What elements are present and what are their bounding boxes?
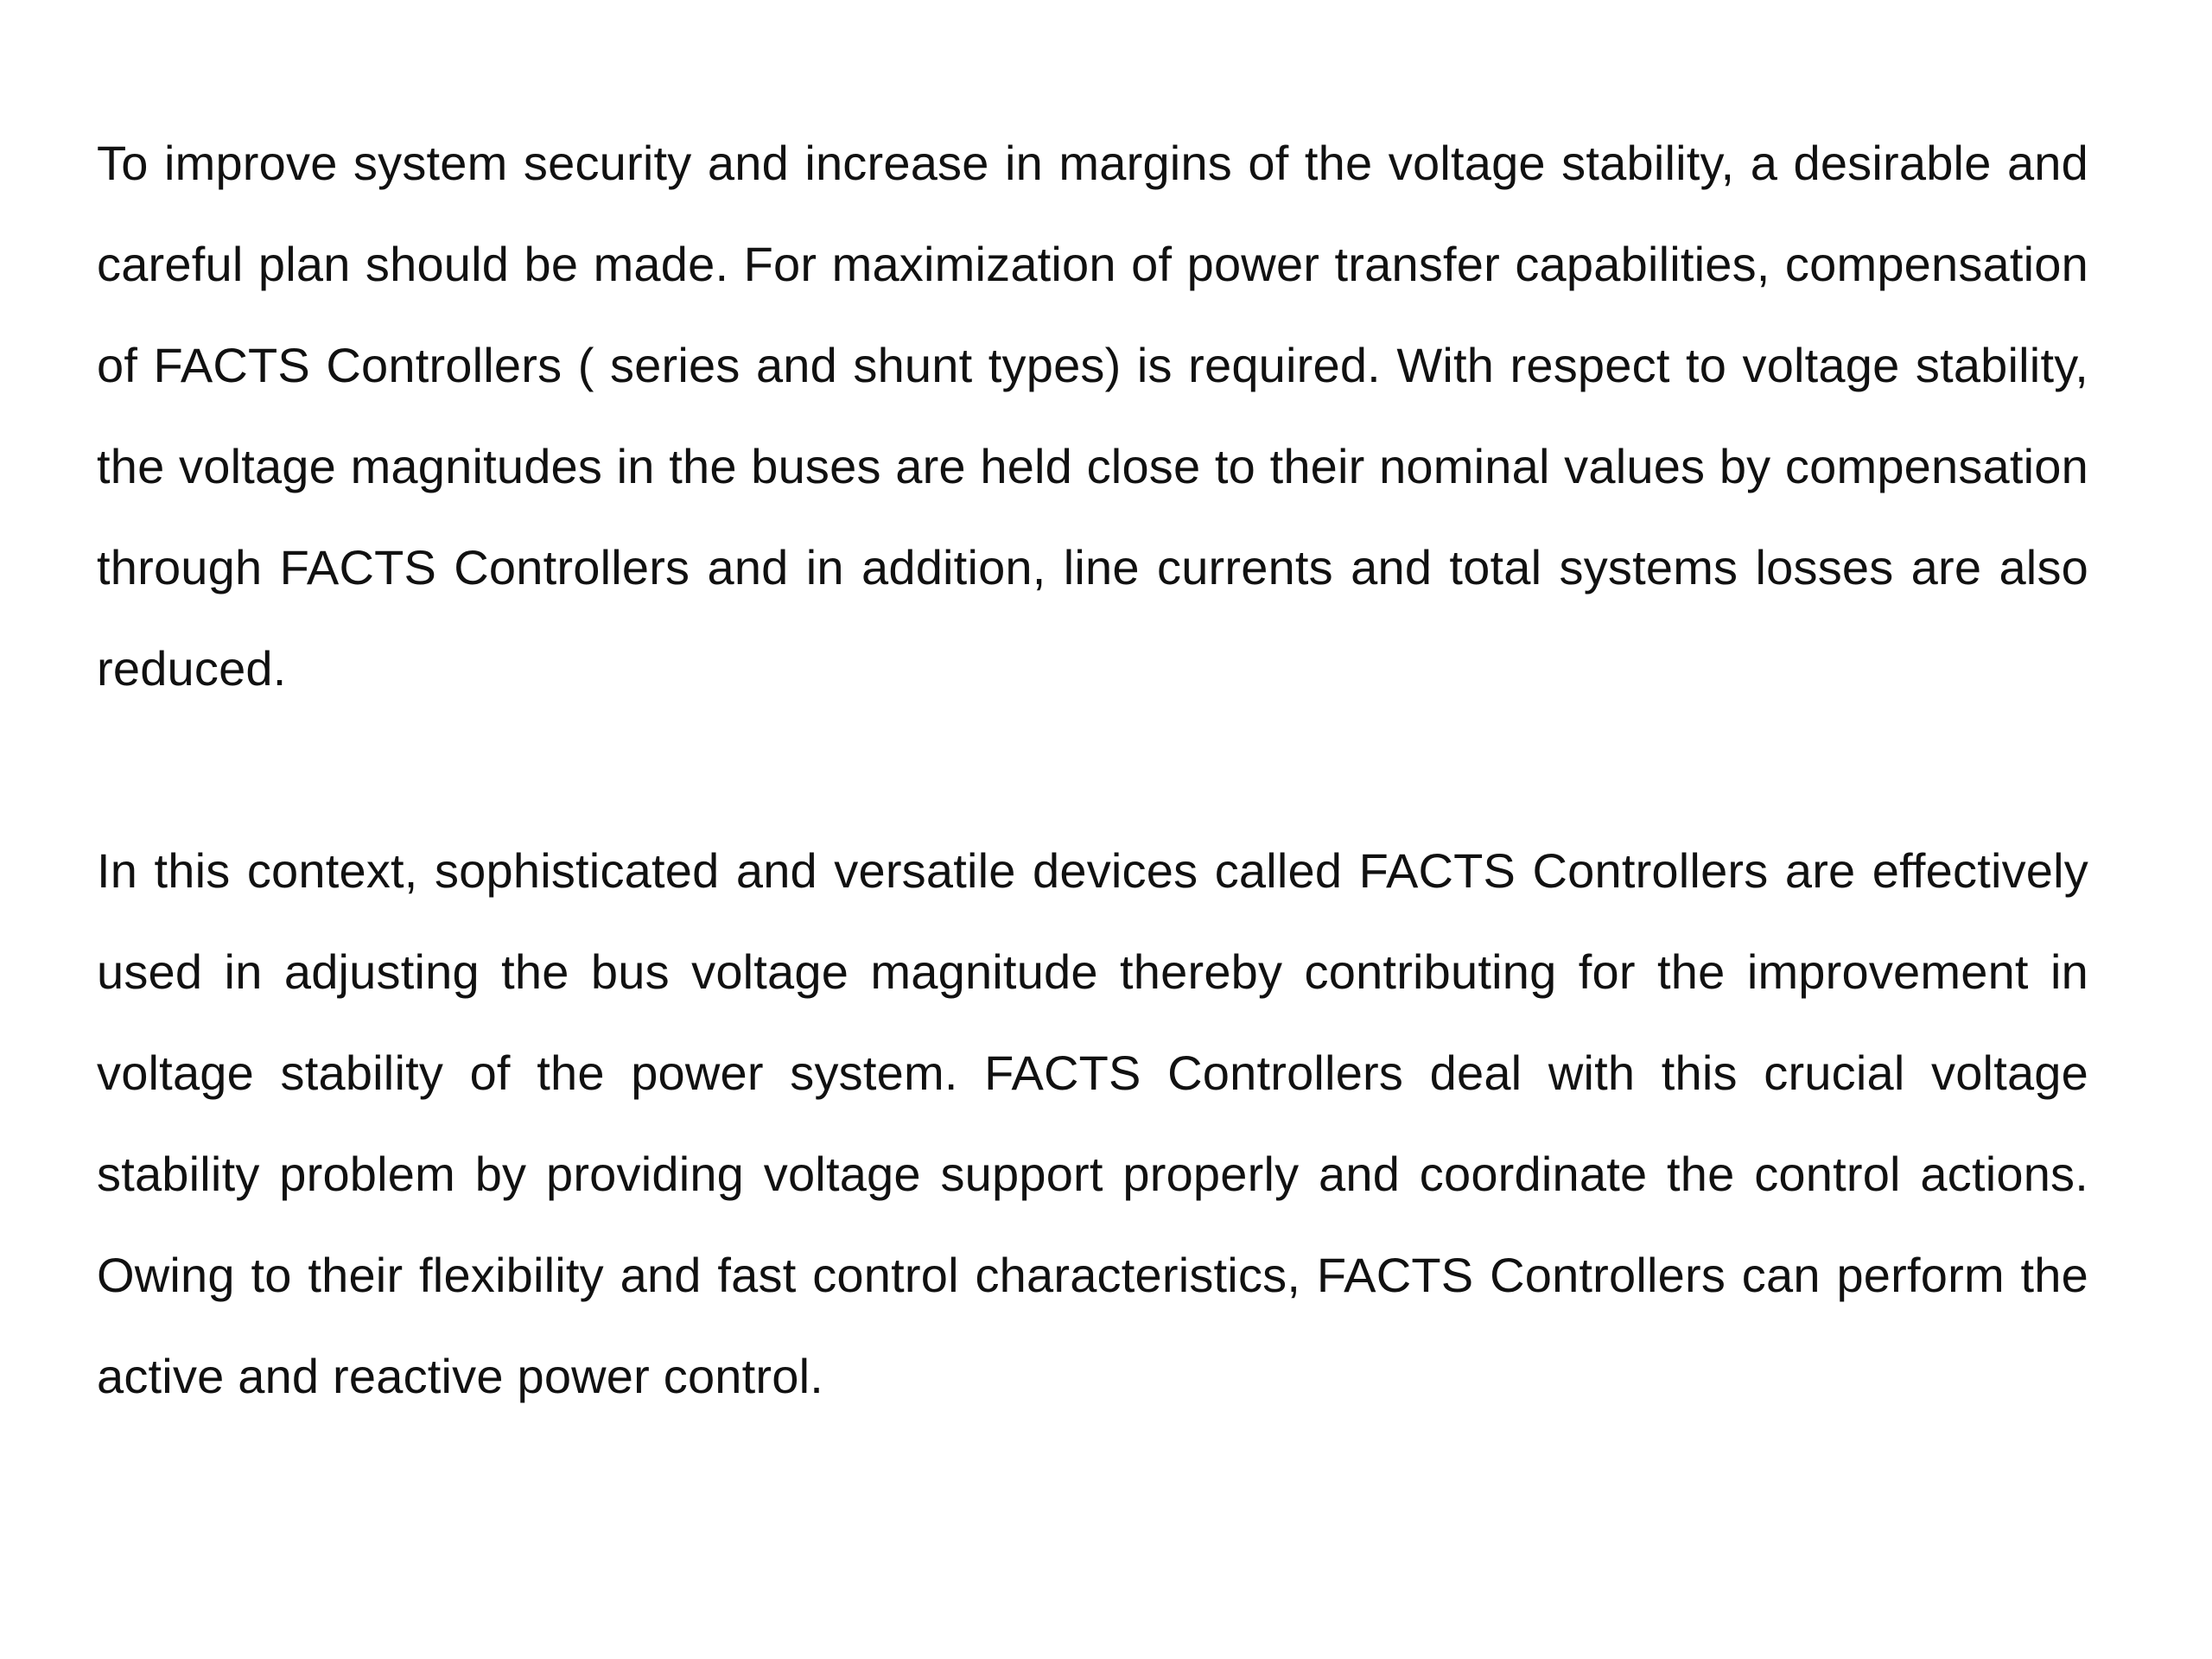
document-body [97,112,2088,1427]
paragraph-2: In this context, sophisticated and versatile devices called FACTS Controllers are effectively used in adjusting the bus voltage magnitude thereby contributing for the improvement in voltage stability of the power system. FACTS Controllers deal with this crucial voltage stability problem by providing voltage support properly and coordinate the control actions. Owing to their flexibility and fast control characteristics, FACTS Controllers can perform the active and reactive power control. [97,843,2088,1403]
paragraph-spacer [97,719,2088,820]
paragraph-1: To improve system security and increase in margins of the voltage stability, a desirable and careful plan should be made. For maximization of power transfer capabilities, compensation of FACTS Controllers ( series and shunt types) is required. With respect to voltage stability, the voltage magnitudes in the buses are held close to their nominal values by compensation through FACTS Controllers and in addition, line currents and total systems losses are also reduced. [97,136,2088,696]
